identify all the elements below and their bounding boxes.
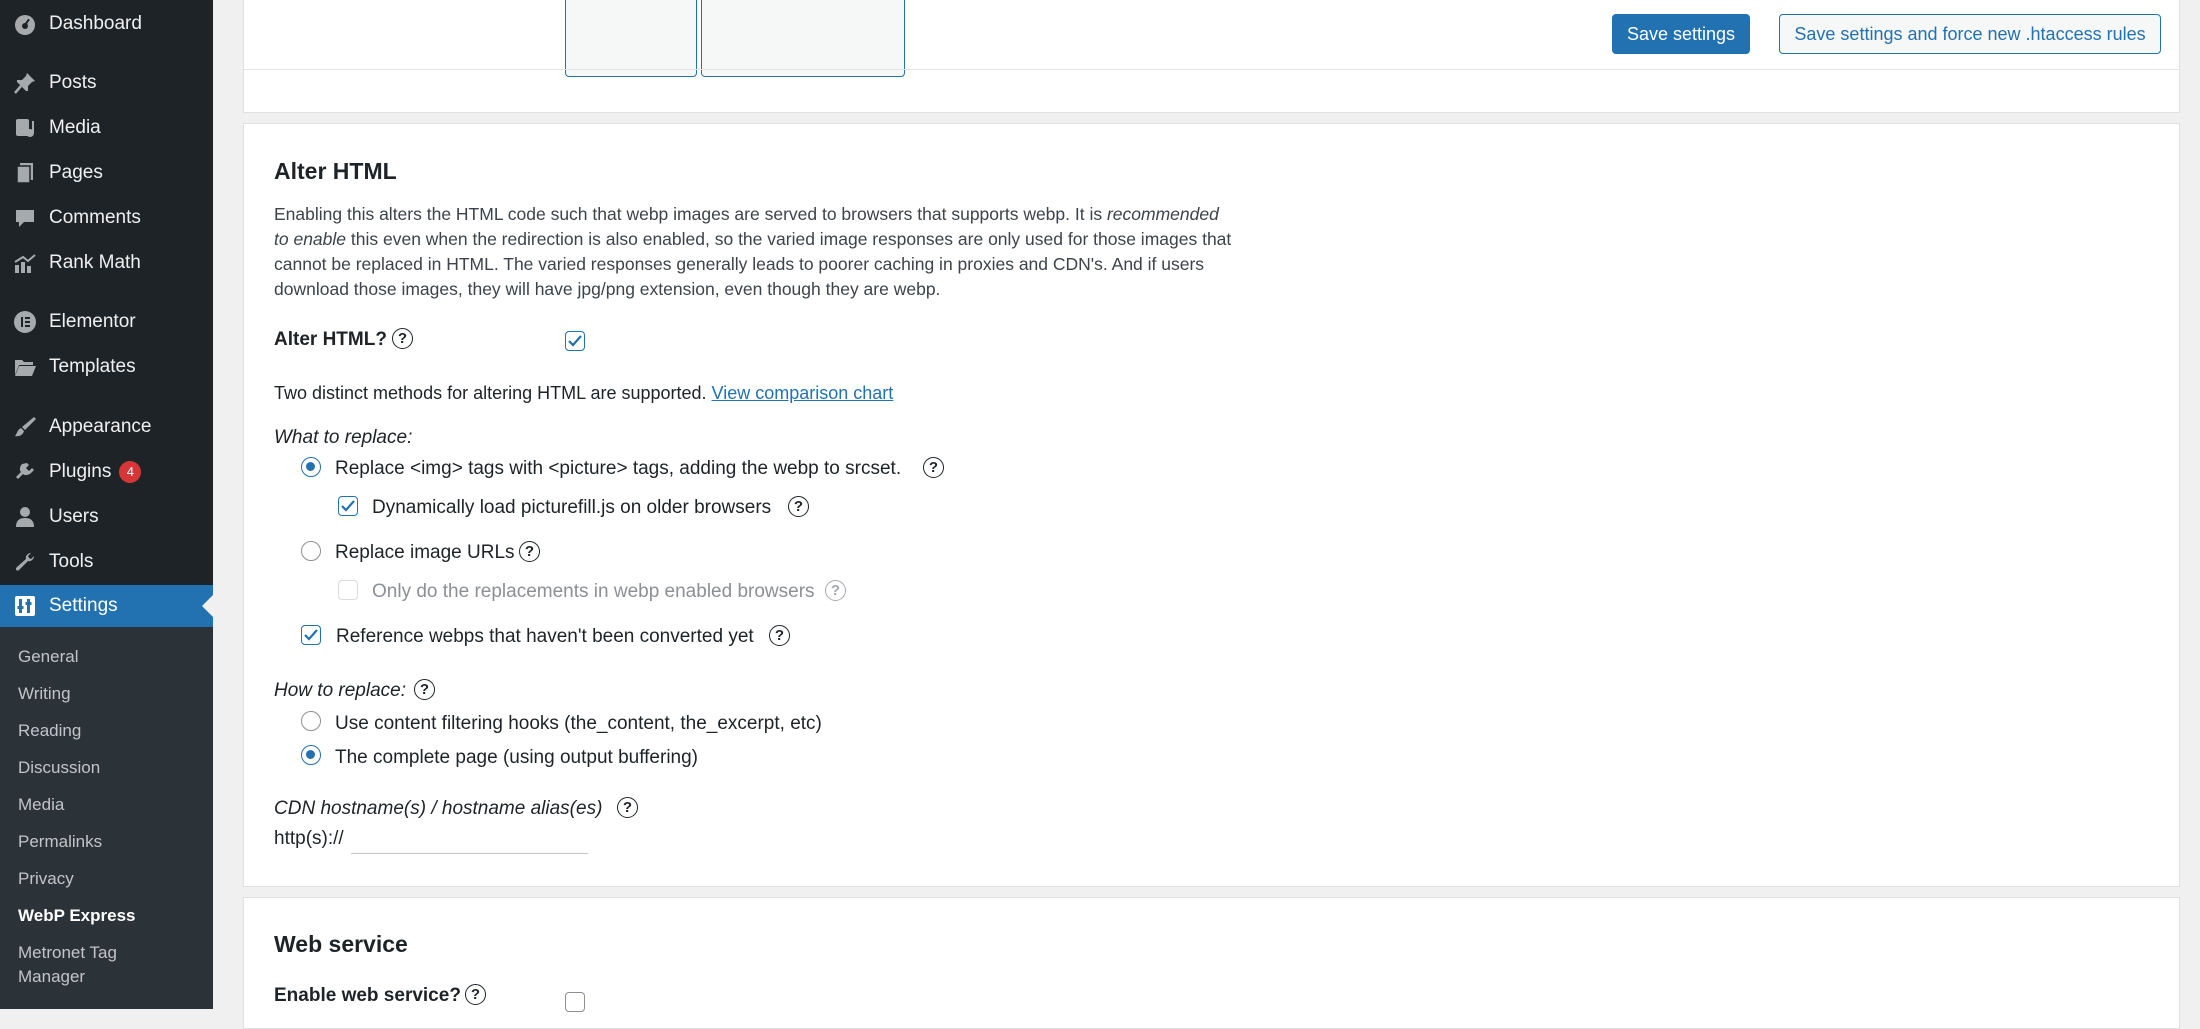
content-hooks-label: Use content filtering hooks (the_content, the_excerpt, etc) [335,713,822,734]
sidebar-item-label: Rank Math [49,252,141,273]
sidebar-item-label: Settings [49,595,118,616]
sidebar-item-tools[interactable] [0,541,213,583]
sidebar-item-label: Comments [49,207,141,228]
section-heading: Alter HTML [274,158,397,184]
wrench-icon [12,549,38,575]
submenu-item-metronet-tag-manager[interactable] [18,943,117,987]
cdn-hostname-input[interactable] [351,827,588,854]
web-service-card [243,897,2180,1029]
sidebar-item-rank-math[interactable] [0,242,213,284]
sidebar-item-comments[interactable] [0,197,213,239]
admin-sidebar [0,0,213,1009]
elementor-icon [12,309,38,335]
pin-icon [12,70,38,96]
replace-urls-radio[interactable] [301,541,321,561]
sidebar-item-templates[interactable] [0,346,213,388]
cdn-hostnames-label: CDN hostname(s) / hostname alias(es) [274,798,603,819]
sidebar-item-label: Plugins 4 [49,461,141,483]
submenu-item-reading[interactable]: Reading [18,721,82,740]
help-icon[interactable]: ? [769,625,790,646]
save-force-htaccess-button[interactable]: Save settings and force new .htaccess rules [1779,14,2161,54]
output-buffering-label: The complete page (using output buffering) [335,747,698,768]
settings-submenu [0,627,213,1009]
section-description: Enabling this alters the HTML code such that webp images are served to browsers that supports webp. It is recommended to enable this even when the redirection is also enabled, so the varied image responses are only used for those images that cannot be replaced in HTML. The varied responses generally leads to poorer caching in proxies and CDN's. And if users download those images, they will have jpg/png extension, even though they are webp. [274,204,1232,299]
replace-picture-label: Replace <img> tags with <picture> tags, adding the webp to srcset. [335,458,902,479]
enable-web-service-label: Enable web service? [274,985,461,1006]
view-comparison-chart-link[interactable]: View comparison chart [711,383,894,403]
sidebar-item-label: Pages [49,162,103,183]
help-icon[interactable]: ? [465,984,486,1005]
sidebar-item-label: Tools [49,551,94,572]
sidebar-item-posts[interactable] [0,62,213,104]
comment-icon [12,205,38,231]
sidebar-item-label: Users [49,506,99,527]
sidebar-item-label: Dashboard [49,13,142,34]
submenu-item-label-line-2: Manager [18,967,86,986]
submenu-item-general[interactable]: General [18,647,79,666]
what-to-replace-label: What to replace: [274,427,413,448]
picturefill-label: Dynamically load picturefill.js on older browsers [372,497,772,518]
user-icon [12,504,38,530]
help-icon[interactable]: ? [414,679,435,700]
sticky-toolbar-divider [244,69,2179,70]
section-heading: Web service [274,931,408,957]
replace-picture-radio[interactable] [301,457,321,477]
sidebar-item-label: Templates [49,356,136,377]
settings-icon [12,593,38,619]
submenu-item-privacy[interactable]: Privacy [18,869,74,888]
alter-html-label: Alter HTML? [274,329,387,350]
how-to-replace-label: How to replace: [274,680,407,701]
submenu-item-label-line-1: Metronet Tag [18,943,117,962]
alter-html-checkbox[interactable] [565,331,585,351]
brush-icon [12,414,38,440]
sidebar-item-users[interactable] [0,496,213,538]
reference-webps-label: Reference webps that haven't been converted yet [336,626,754,647]
sidebar-item-pages[interactable] [0,152,213,194]
submenu-item-media[interactable]: Media [18,795,65,814]
save-button[interactable]: Save settings [1612,14,1750,54]
output-buffering-radio[interactable] [301,745,321,765]
sidebar-item-plugins[interactable] [0,451,213,493]
previous-section-card [243,0,2180,113]
plug-icon [12,459,38,485]
media-icon [12,115,38,141]
content-hooks-radio[interactable] [301,711,321,731]
sidebar-item-label: Elementor [49,311,136,332]
folder-icon [12,354,38,380]
submenu-item-writing[interactable]: Writing [18,684,71,703]
picturefill-checkbox[interactable] [338,496,358,516]
replace-urls-label: Replace image URLs [335,542,515,563]
partial-button[interactable] [701,0,905,77]
chart-icon [12,250,38,276]
reference-webps-checkbox[interactable] [301,625,321,645]
sidebar-item-label: Media [49,117,101,138]
enable-web-service-checkbox[interactable] [565,992,585,1012]
help-icon[interactable]: ? [825,580,846,601]
methods-text: Two distinct methods for altering HTML are supported. View comparison chart [274,383,894,403]
help-icon[interactable]: ? [788,496,809,517]
help-icon[interactable]: ? [392,328,413,349]
partial-button[interactable] [565,0,697,77]
only-webp-browsers-checkbox[interactable] [338,580,358,600]
sidebar-item-label: Appearance [49,416,152,437]
submenu-item-discussion[interactable]: Discussion [18,758,101,777]
alter-html-card [243,123,2180,887]
dashboard-icon [12,11,38,37]
sidebar-item-elementor[interactable] [0,301,213,343]
update-count-badge: 4 [119,461,141,483]
submenu-item-permalinks[interactable]: Permalinks [18,832,103,851]
sidebar-item-dashboard[interactable] [0,3,213,45]
cdn-prefix: http(s):// [274,828,344,849]
pages-icon [12,160,38,186]
submenu-item-webp-express[interactable]: WebP Express [18,906,136,925]
only-webp-browsers-label: Only do the replacements in webp enabled browsers [372,581,815,602]
help-icon[interactable]: ? [617,797,638,818]
help-icon[interactable]: ? [519,541,540,562]
sidebar-item-settings[interactable] [0,585,213,627]
sidebar-item-label: Posts [49,72,97,93]
sidebar-item-media[interactable] [0,107,213,149]
help-icon[interactable]: ? [923,457,944,478]
sidebar-item-appearance[interactable] [0,406,213,448]
